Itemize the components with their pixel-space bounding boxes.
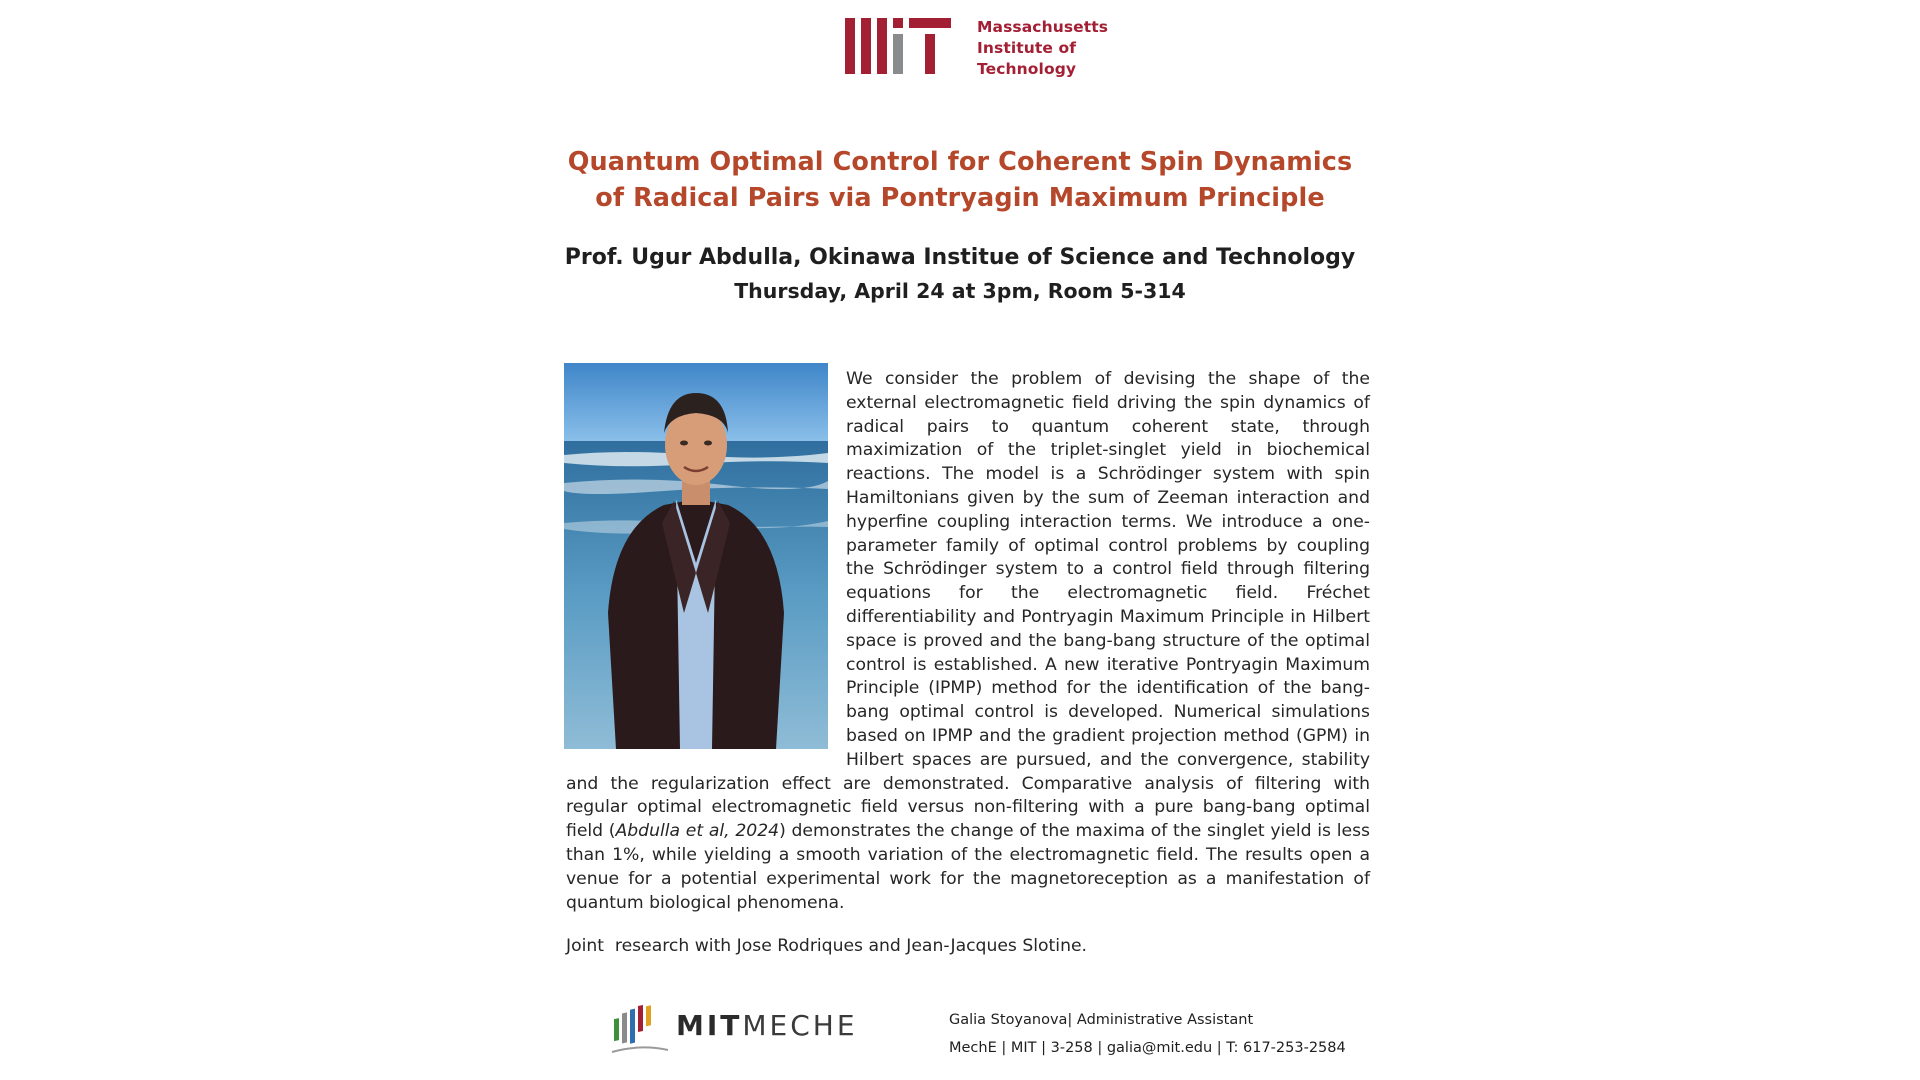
abstract [566,368,1370,915]
mit-name-line-1: Massachusetts [977,18,1109,36]
meche-wordmark-meche: MECHE [742,1009,858,1042]
mit-name-line-3: Technology [977,60,1077,78]
talk-title-line-2: of Radical Pairs via Pontryagin Maximum Principle [595,183,1325,213]
abstract-citation: Abdulla et al, 2024 [615,821,780,842]
photo-wrap-spacer [566,368,846,766]
talk-title [440,144,1480,216]
talk-title-line-1: Quantum Optimal Control for Coherent Spin Dynamics [567,147,1353,177]
acknowledgement: Joint research with Jose Rodriques and Jean-Jacques Slotine. [566,936,1087,956]
abstract-part-2: ) demonstrates the change of the maxima of the singlet yield is less than 1%, while yielding a smooth variation of the electromagnetic field. The results open a venue for a potential experimental work for the magnetoreception as a manifestation of quantum biological phenomena. [566,821,1370,913]
mit-name [977,17,1108,80]
mit-logo-mark [845,18,965,80]
date-time-room: Thursday, April 24 at 3pm, Room 5-314 [734,279,1186,303]
meche-logo-mark [610,1000,670,1055]
contact-line-2: MechE | MIT | 3-258 | galia@mit.edu | T: 617-253-2584 [949,1040,1346,1056]
mit-logo [845,18,1125,80]
mit-meche-logo [610,1000,900,1055]
contact-line-1: Galia Stoyanova| Administrative Assistant [949,1012,1254,1028]
meche-wordmark-mit: MIT [676,1009,743,1042]
speaker-line: Prof. Ugur Abdulla, Okinawa Institue of Science and Technology [564,245,1356,270]
abstract-part-1: We consider the problem of devising the shape of the external electromagnetic field driving the spin dynamics of radical pairs to quantum coherent state, through maximization of the triplet-singlet yield in biochemical reactions. The model is a Schrödinger system with spin Hamiltonians given by the sum of Zeeman interaction and hyperfine coupling interaction terms. We introduce a one-parameter family of optimal control problems by coupling the Schrödinger system to a control field through filtering equations for the electromagnetic field. Fréchet differentiability and Pontryagin Maximum Principle in Hilbert space is proved and the bang-bang structure of the optimal control is established. A new iterative Pontryagin Maximum Principle (IPMP) method for the identification of the bang-bang optimal control is developed. Numerical simulations based on IPMP and the gradient projection method (GPM) in Hilbert spaces are pursued, and the convergence, stability and the regularization effect are demonstrated. Comparative analysis of filtering with regular optimal electromagnetic field versus non-filtering with a pure bang-bang optimal field ( [566,369,1370,842]
meche-wordmark [676,1009,858,1042]
contact-info [949,1006,1346,1062]
mit-name-line-2: Institute of [977,39,1077,57]
